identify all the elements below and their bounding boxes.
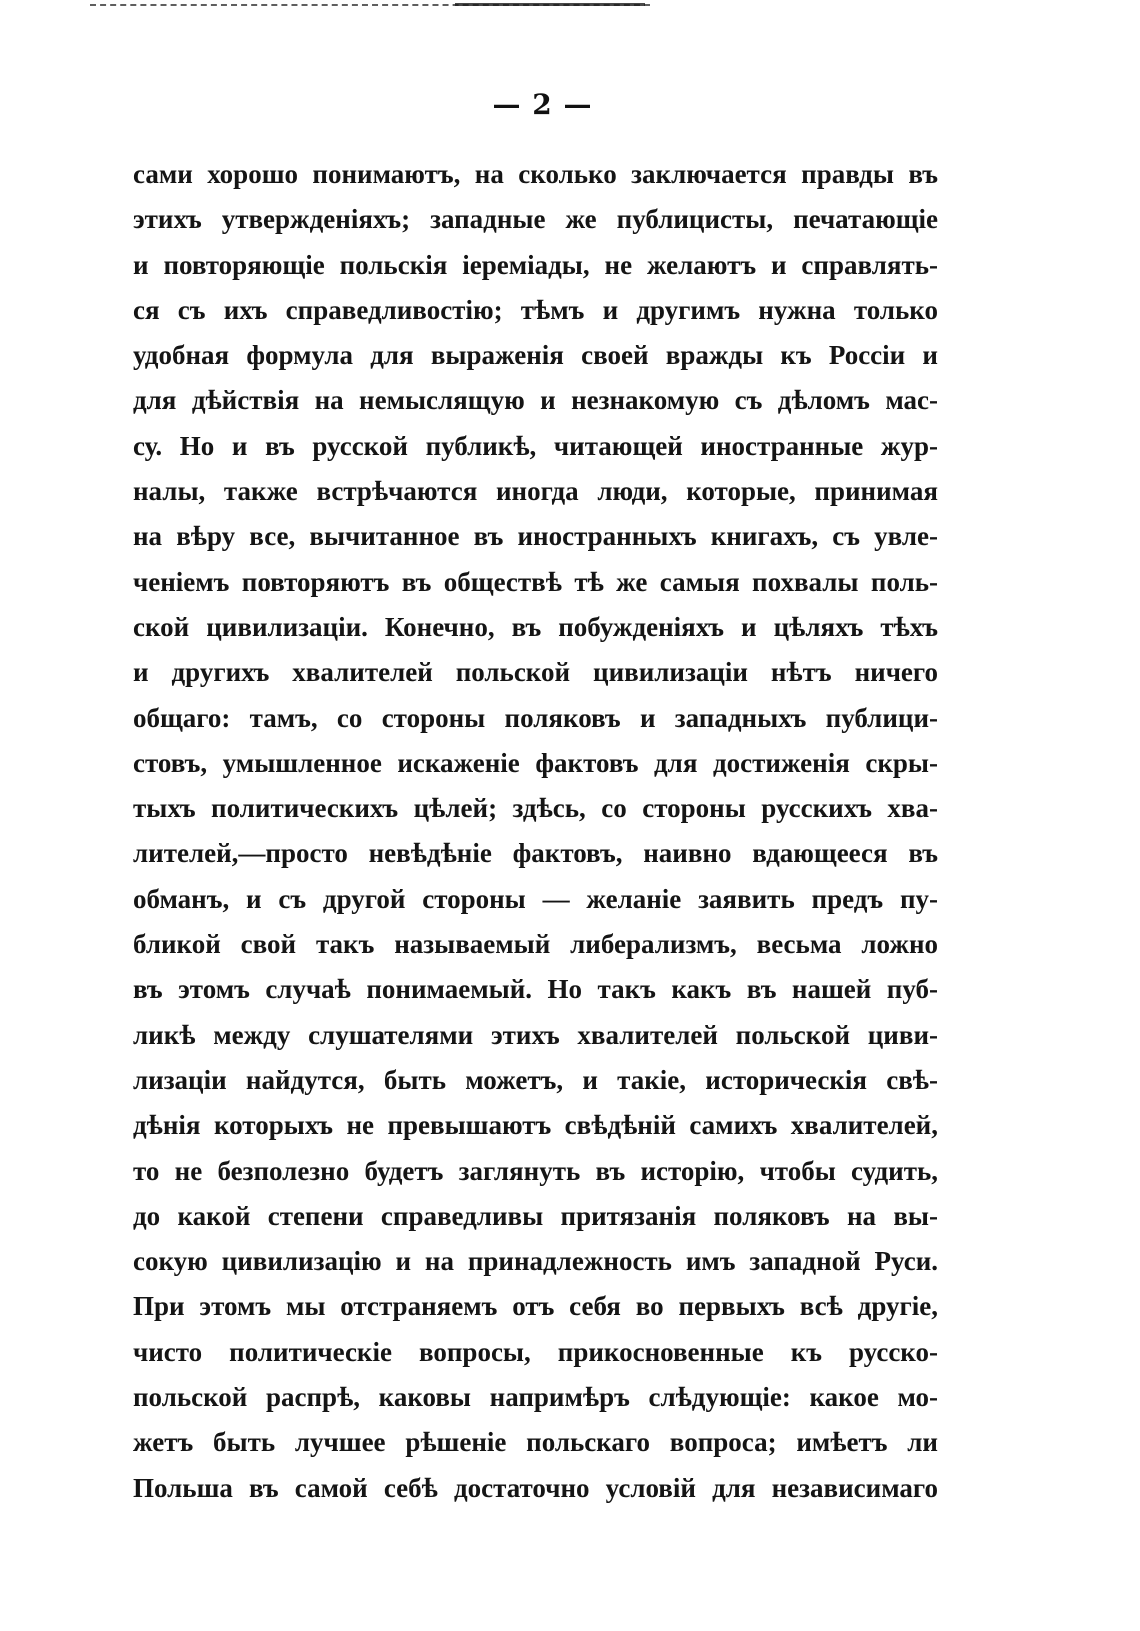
text-line: до какой степени справедливы притязанія поляковъ на вы- (133, 1200, 938, 1231)
text-line: жетъ быть лучшее рѣшеніе польскаго вопроса; имѣетъ ли (133, 1427, 938, 1458)
text-line: удобная формула для выраженія своей вражды къ Россіи и (133, 340, 938, 371)
body-text (133, 152, 938, 1511)
text-line: то не безполезно будетъ заглянуть въ исторію, чтобы судить, (133, 1155, 938, 1186)
text-line: и другихъ хвалителей польской цивилизаціи нѣтъ ничего (133, 657, 938, 688)
text-line: этихъ утвержденіяхъ; западные же публицисты, печатающіе (133, 204, 938, 235)
text-line: Польша въ самой себѣ достаточно условій для независимаго (133, 1472, 938, 1503)
text-line: ся съ ихъ справедливостію; тѣмъ и другимъ нужна только (133, 294, 938, 325)
text-line: сами хорошо понимаютъ, на сколько заключается правды въ (133, 159, 938, 189)
text-line: налы, также встрѣчаются иногда люди, которые, принимая (133, 476, 938, 507)
text-line: ской цивилизаціи. Конечно, въ побужденіяхъ и цѣляхъ тѣхъ (133, 611, 938, 642)
text-line: ликѣ между слушателями этихъ хвалителей польской циви- (133, 1019, 938, 1050)
text-line: и повторяющіе польскія іереміады, не желаютъ и справлять- (133, 249, 938, 280)
text-line: въ этомъ случаѣ понимаемый. Но такъ какъ въ нашей пуб- (133, 974, 938, 1005)
text-line: стовъ, умышленное искаженіе фактовъ для достиженія скры- (133, 747, 938, 778)
text-line: При этомъ мы отстраняемъ отъ себя во первыхъ всѣ другіе, (133, 1291, 938, 1322)
text-line: лизаціи найдутся, быть можетъ, и такіе, историческія свѣ- (133, 1064, 938, 1095)
text-line: бликой свой такъ называемый либерализмъ, весьма ложно (133, 929, 938, 960)
text-line: сокую цивилизацію и на принадлежность имъ западной Руси. (133, 1246, 938, 1277)
text-line: на вѣру все, вычитанное въ иностранныхъ книгахъ, съ увле- (133, 521, 938, 552)
text-line: обманъ, и съ другой стороны — желаніе заявить предъ пу- (133, 883, 938, 914)
text-line: лителей,—просто невѣдѣніе фактовъ, наивно вдающееся въ (133, 838, 938, 869)
page-number: — 2 — (492, 88, 593, 121)
text-line: тыхъ политическихъ цѣлей; здѣсь, со стороны русскихъ хва- (133, 793, 938, 824)
text-line: польской распрѣ, каковы напримѣръ слѣдующіе: какое мо- (133, 1382, 938, 1413)
text-line: общаго: тамъ, со стороны поляковъ и западныхъ публици- (133, 702, 938, 733)
text-line: дѣнія которыхъ не превышаютъ свѣдѣній самихъ хвалителей, (133, 1110, 938, 1141)
scan-edge-mark (455, 3, 645, 6)
text-line: для дѣйствія на немыслящую и незнакомую съ дѣломъ мас- (133, 385, 938, 416)
text-line: ченіемъ повторяютъ въ обществѣ тѣ же самыя похвалы поль- (133, 566, 938, 597)
text-line: чисто политическіе вопросы, прикосновенные къ русско- (133, 1336, 938, 1367)
text-line: су. Но и въ русской публикѣ, читающей иностранные жур- (133, 430, 938, 461)
